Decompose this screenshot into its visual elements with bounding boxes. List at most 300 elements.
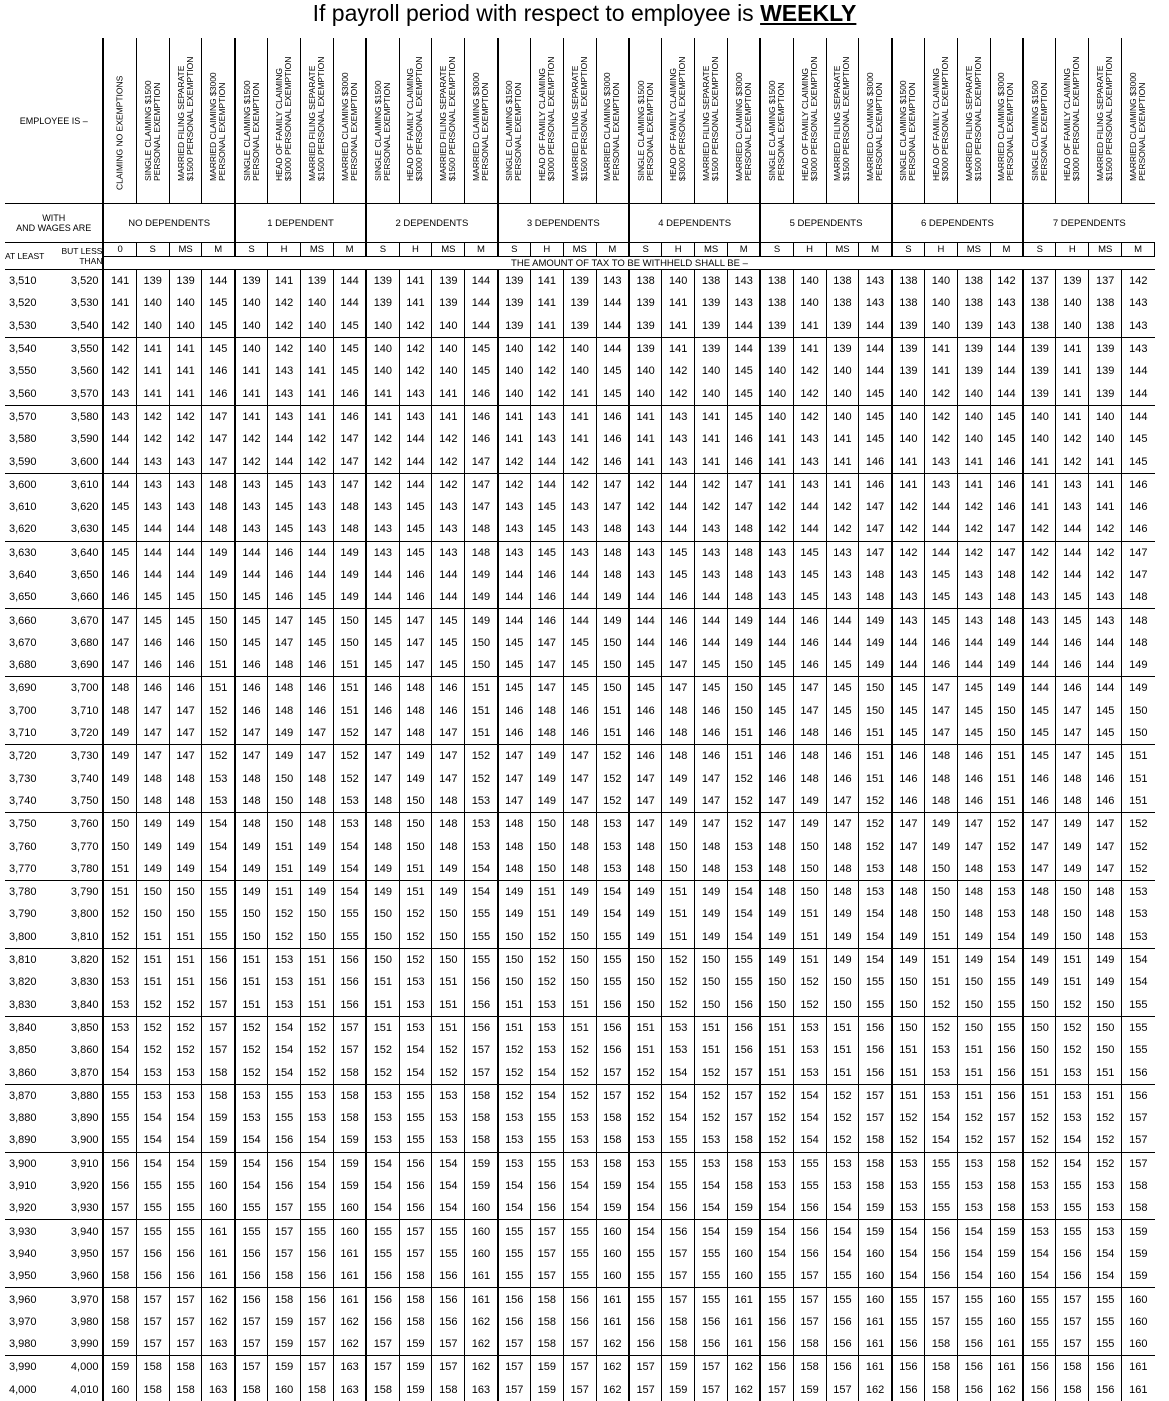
tax-amount: 150	[530, 835, 563, 857]
tax-amount: 150	[892, 971, 925, 993]
column-header	[366, 38, 399, 204]
tax-amount: 150	[826, 994, 859, 1017]
tax-amount: 139	[1056, 270, 1089, 293]
tax-amount: 152	[596, 768, 629, 790]
tax-amount: 156	[530, 1197, 563, 1220]
tax-amount: 152	[530, 971, 563, 993]
tax-amount: 156	[530, 1175, 563, 1197]
tax-amount: 161	[990, 1356, 1023, 1379]
tax-amount: 143	[760, 586, 793, 609]
tax-amount: 151	[563, 1016, 596, 1039]
tax-amount: 151	[235, 994, 268, 1017]
tax-amount: 157	[432, 1356, 465, 1379]
tax-amount: 149	[465, 586, 498, 609]
tax-amount: 154	[498, 1197, 531, 1220]
wage-but-less-than: 3,520	[52, 270, 104, 293]
tax-amount: 158	[1122, 1197, 1155, 1220]
tax-amount: 157	[1056, 1311, 1089, 1333]
tax-amount: 144	[465, 315, 498, 338]
tax-amount: 154	[793, 1107, 826, 1129]
tax-amount: 140	[826, 405, 859, 428]
tax-amount: 150	[957, 994, 990, 1017]
tax-amount: 141	[892, 473, 925, 496]
tax-amount: 158	[169, 1356, 202, 1379]
tax-amount: 147	[136, 700, 169, 722]
tax-amount: 143	[498, 541, 531, 564]
tax-amount: 150	[498, 948, 531, 971]
tax-amount: 161	[202, 1220, 235, 1243]
tax-amount: 155	[465, 926, 498, 949]
tax-amount: 147	[760, 790, 793, 813]
column-header	[399, 38, 432, 204]
tax-amount: 153	[1089, 1175, 1122, 1197]
tax-amount: 149	[1056, 858, 1089, 881]
title-prefix: If payroll period with respect to employee is	[312, 0, 761, 26]
tax-amount: 153	[760, 1175, 793, 1197]
table-row	[5, 948, 1155, 971]
tax-amount: 159	[727, 1220, 760, 1243]
tax-amount: 162	[596, 1356, 629, 1379]
tax-amount: 148	[366, 813, 399, 836]
tax-amount: 155	[399, 1129, 432, 1152]
tax-amount: 152	[169, 994, 202, 1017]
wage-at-least: 3,970	[9, 1315, 37, 1328]
tax-amount: 145	[301, 586, 334, 609]
tax-amount: 155	[103, 1129, 136, 1152]
tax-amount: 153	[399, 994, 432, 1017]
tax-amount: 145	[465, 337, 498, 360]
tax-amount: 139	[136, 270, 169, 293]
tax-amount: 147	[662, 677, 695, 700]
tax-amount: 142	[530, 360, 563, 382]
tax-amount: 155	[596, 948, 629, 971]
wage-but-less-than: 3,670	[52, 609, 104, 632]
tax-amount: 148	[103, 700, 136, 722]
tax-amount: 151	[925, 948, 958, 971]
tax-amount: 142	[268, 292, 301, 314]
tax-amount: 153	[530, 1039, 563, 1061]
tax-amount: 143	[859, 270, 892, 293]
tax-amount: 154	[662, 1061, 695, 1084]
tax-amount: 149	[760, 948, 793, 971]
tax-amount: 148	[957, 881, 990, 904]
tax-amount: 146	[235, 677, 268, 700]
tax-amount: 153	[793, 1016, 826, 1039]
wage-but-less-than: 3,700	[52, 677, 104, 700]
tax-amount: 146	[1056, 654, 1089, 677]
tax-amount: 144	[1089, 654, 1122, 677]
tax-amount: 139	[629, 315, 662, 338]
tax-amount: 158	[530, 1333, 563, 1356]
tax-amount: 157	[202, 994, 235, 1017]
tax-amount: 148	[333, 496, 366, 518]
tax-amount: 138	[1089, 292, 1122, 314]
tax-amount: 150	[399, 813, 432, 836]
tax-amount: 155	[333, 926, 366, 949]
column-header	[432, 38, 465, 204]
table-row	[5, 586, 1155, 609]
tax-amount: 149	[1122, 677, 1155, 700]
wage-but-less-than: 3,800	[70, 908, 99, 921]
tax-amount: 157	[103, 1197, 136, 1220]
tax-amount: 149	[136, 813, 169, 836]
tax-amount: 150	[1089, 994, 1122, 1017]
tax-amount: 152	[103, 903, 136, 925]
tax-amount: 149	[563, 881, 596, 904]
wage-at-least: 3,760	[9, 840, 37, 853]
tax-amount: 151	[333, 700, 366, 722]
tax-amount: 148	[990, 564, 1023, 586]
tax-amount: 139	[366, 270, 399, 293]
column-header-text: SINGLE CLAIMING $1500 PERSONAL EXEMPTION	[372, 80, 392, 181]
tax-amount: 157	[760, 1379, 793, 1401]
table-row	[5, 496, 1155, 518]
tax-amount: 157	[925, 1288, 958, 1311]
tax-amount: 163	[333, 1356, 366, 1379]
at-least-header: AT LEAST	[5, 243, 52, 270]
tax-amount: 143	[103, 405, 136, 428]
tax-amount: 144	[990, 337, 1023, 360]
tax-amount: 150	[103, 835, 136, 857]
tax-amount: 155	[629, 1265, 662, 1288]
tax-amount: 139	[563, 270, 596, 293]
tax-amount: 155	[826, 1265, 859, 1288]
wage-but-less-than: 3,950	[70, 1247, 99, 1260]
tax-amount: 140	[892, 428, 925, 450]
table-row	[5, 1197, 1155, 1220]
wage-but-less-than: 3,690	[70, 659, 99, 672]
column-header	[1089, 38, 1122, 204]
column-header-text: HEAD OF FAMILY CLAIMING $3000 PERSONAL EXEMPTION	[405, 56, 425, 181]
column-header-text: MARRIED CLAIMING $3000 PERSONAL EXEMPTION	[996, 72, 1016, 181]
tax-amount: 148	[892, 903, 925, 925]
tax-amount: 150	[1056, 881, 1089, 904]
tax-amount: 157	[596, 1084, 629, 1107]
dependents-group-header: 4 DEPENDENTS	[629, 204, 760, 243]
tax-amount: 139	[695, 337, 728, 360]
tax-amount: 149	[695, 881, 728, 904]
tax-amount: 146	[793, 609, 826, 632]
tax-amount: 148	[1089, 926, 1122, 949]
tax-amount: 139	[760, 337, 793, 360]
tax-amount: 154	[892, 1265, 925, 1288]
tax-amount: 152	[103, 948, 136, 971]
tax-amount: 144	[859, 315, 892, 338]
status-code: H	[1056, 243, 1089, 257]
tax-amount: 140	[1056, 292, 1089, 314]
tax-amount: 155	[892, 1288, 925, 1311]
tax-amount: 143	[760, 564, 793, 586]
tax-amount: 157	[563, 1333, 596, 1356]
tax-amount: 154	[695, 1175, 728, 1197]
tax-amount: 150	[563, 926, 596, 949]
tax-amount: 154	[662, 1084, 695, 1107]
tax-amount: 142	[1089, 541, 1122, 564]
tax-amount: 155	[957, 1288, 990, 1311]
tax-amount: 157	[235, 1356, 268, 1379]
tax-amount: 155	[629, 1243, 662, 1265]
tax-amount: 145	[990, 405, 1023, 428]
tax-amount: 147	[1023, 813, 1056, 836]
tax-amount: 146	[235, 654, 268, 677]
tax-amount: 152	[760, 1084, 793, 1107]
tax-amount: 144	[957, 632, 990, 654]
dependents-group-header: 1 DEPENDENT	[235, 204, 366, 243]
tax-amount: 151	[760, 1039, 793, 1061]
tax-amount: 145	[235, 586, 268, 609]
tax-amount: 141	[760, 450, 793, 473]
tax-amount: 151	[1089, 1061, 1122, 1084]
table-row	[5, 1356, 1155, 1379]
tax-amount: 143	[366, 541, 399, 564]
tax-amount: 144	[793, 518, 826, 541]
tax-amount: 151	[990, 768, 1023, 790]
tax-amount: 148	[333, 518, 366, 541]
tax-amount: 162	[727, 1356, 760, 1379]
tax-amount: 141	[136, 337, 169, 360]
wage-at-least: 3,840	[5, 1016, 52, 1039]
wage-at-least: 3,950	[9, 1270, 37, 1283]
tax-amount: 150	[399, 835, 432, 857]
tax-amount: 152	[629, 1107, 662, 1129]
tax-amount: 139	[498, 270, 531, 293]
tax-amount: 158	[596, 1152, 629, 1175]
tax-amount: 144	[399, 473, 432, 496]
tax-amount: 148	[859, 586, 892, 609]
tax-amount: 148	[1122, 632, 1155, 654]
tax-amount: 156	[202, 971, 235, 993]
tax-amount: 152	[498, 1061, 531, 1084]
tax-amount: 149	[301, 858, 334, 881]
tax-amount: 159	[465, 1152, 498, 1175]
tax-amount: 154	[268, 1061, 301, 1084]
tax-amount: 149	[629, 881, 662, 904]
wage-but-less-than: 3,590	[70, 433, 99, 446]
tax-amount: 141	[1056, 360, 1089, 382]
tax-amount: 147	[103, 632, 136, 654]
tax-amount: 150	[103, 813, 136, 836]
tax-amount: 147	[563, 768, 596, 790]
tax-amount: 153	[793, 1061, 826, 1084]
dependents-group-header: 6 DEPENDENTS	[892, 204, 1023, 243]
tax-amount: 154	[727, 881, 760, 904]
wage-but-less-than: 3,990	[70, 1338, 99, 1351]
tax-amount: 143	[727, 292, 760, 314]
tax-amount: 148	[596, 564, 629, 586]
tax-amount: 146	[990, 473, 1023, 496]
tax-amount: 142	[563, 450, 596, 473]
tax-amount: 154	[1122, 948, 1155, 971]
tax-amount: 150	[399, 790, 432, 813]
tax-amount: 156	[957, 1333, 990, 1356]
tax-amount: 156	[366, 1288, 399, 1311]
tax-amount: 141	[662, 315, 695, 338]
tax-amount: 153	[268, 994, 301, 1017]
tax-amount: 151	[925, 926, 958, 949]
tax-amount: 154	[760, 1243, 793, 1265]
table-row	[5, 541, 1155, 564]
tax-amount: 146	[333, 382, 366, 405]
tax-amount: 150	[1089, 1016, 1122, 1039]
tax-amount: 146	[169, 654, 202, 677]
tax-amount: 146	[1023, 768, 1056, 790]
tax-amount: 148	[169, 768, 202, 790]
tax-amount: 147	[1122, 564, 1155, 586]
tax-amount: 142	[695, 496, 728, 518]
tax-amount: 153	[333, 790, 366, 813]
tax-amount: 157	[169, 1288, 202, 1311]
tax-amount: 148	[1023, 881, 1056, 904]
tax-amount: 155	[695, 1288, 728, 1311]
tax-amount: 146	[925, 654, 958, 677]
column-header	[498, 38, 531, 204]
tax-amount: 147	[925, 677, 958, 700]
tax-amount: 147	[333, 450, 366, 473]
tax-amount: 146	[1122, 496, 1155, 518]
tax-amount: 140	[498, 382, 531, 405]
tax-amount: 157	[366, 1333, 399, 1356]
tax-amount: 144	[1122, 405, 1155, 428]
status-code: MS	[826, 243, 859, 257]
tax-amount: 156	[892, 1379, 925, 1401]
tax-amount: 148	[760, 881, 793, 904]
tax-amount: 161	[333, 1265, 366, 1288]
tax-amount: 154	[465, 858, 498, 881]
tax-amount: 149	[957, 926, 990, 949]
tax-amount: 151	[793, 903, 826, 925]
tax-amount: 145	[793, 541, 826, 564]
tax-amount: 162	[465, 1356, 498, 1379]
tax-amount: 159	[399, 1379, 432, 1401]
tax-amount: 159	[103, 1333, 136, 1356]
tax-amount: 157	[629, 1356, 662, 1379]
tax-amount: 140	[957, 428, 990, 450]
tax-amount: 142	[793, 360, 826, 382]
tax-amount: 152	[760, 1129, 793, 1152]
tax-amount: 155	[498, 1220, 531, 1243]
tax-amount: 155	[366, 1220, 399, 1243]
tax-amount: 157	[1056, 1288, 1089, 1311]
tax-amount: 144	[662, 496, 695, 518]
tax-amount: 149	[103, 745, 136, 768]
tax-amount: 146	[629, 700, 662, 722]
tax-amount: 150	[432, 926, 465, 949]
wage-at-least: 3,920	[9, 1202, 37, 1215]
tax-amount: 150	[1023, 1039, 1056, 1061]
tax-amount: 142	[629, 473, 662, 496]
column-header-text: SINGLE CLAIMING $1500 PERSONAL EXEMPTION	[635, 80, 655, 181]
tax-amount: 141	[136, 360, 169, 382]
tax-amount: 151	[103, 858, 136, 881]
tax-amount: 152	[1056, 994, 1089, 1017]
tax-amount: 156	[925, 1220, 958, 1243]
tax-amount: 144	[563, 586, 596, 609]
tax-amount: 147	[695, 768, 728, 790]
tax-amount: 155	[990, 971, 1023, 993]
tax-amount: 147	[1122, 541, 1155, 564]
tax-amount: 145	[1056, 586, 1089, 609]
wage-but-less-than: 3,740	[70, 772, 99, 785]
tax-amount: 148	[235, 813, 268, 836]
tax-amount: 156	[399, 1175, 432, 1197]
tax-amount: 148	[530, 700, 563, 722]
tax-amount: 154	[1122, 971, 1155, 993]
tax-amount: 151	[629, 1016, 662, 1039]
tax-amount: 158	[301, 1379, 334, 1401]
tax-amount: 145	[563, 654, 596, 677]
tax-amount: 162	[202, 1288, 235, 1311]
tax-amount: 148	[202, 496, 235, 518]
tax-amount: 150	[301, 903, 334, 925]
tax-amount: 144	[136, 564, 169, 586]
tax-amount: 148	[563, 835, 596, 857]
tax-amount: 156	[202, 948, 235, 971]
tax-amount: 156	[235, 1288, 268, 1311]
tax-amount: 141	[498, 405, 531, 428]
tax-amount: 153	[366, 1084, 399, 1107]
tax-amount: 141	[1089, 496, 1122, 518]
tax-amount: 145	[235, 632, 268, 654]
tax-amount: 143	[695, 541, 728, 564]
tax-amount: 162	[465, 1333, 498, 1356]
tax-amount: 141	[563, 382, 596, 405]
tax-amount: 144	[530, 450, 563, 473]
tax-amount: 145	[1023, 722, 1056, 745]
tax-amount: 145	[727, 405, 760, 428]
tax-amount: 163	[333, 1379, 366, 1401]
tax-amount: 145	[793, 564, 826, 586]
tax-amount: 157	[727, 1061, 760, 1084]
column-header-text: MARRIED CLAIMING $3000 PERSONAL EXEMPTION	[1128, 72, 1148, 181]
tax-amount: 145	[957, 700, 990, 722]
tax-amount: 158	[103, 1265, 136, 1288]
tax-amount: 151	[892, 1061, 925, 1084]
tax-amount: 144	[1056, 541, 1089, 564]
tax-amount: 142	[301, 450, 334, 473]
tax-amount: 144	[859, 360, 892, 382]
wage-but-less-than: 3,900	[70, 1134, 99, 1147]
amount-note: THE AMOUNT OF TAX TO BE WITHHELD SHALL BE –	[103, 257, 1154, 270]
tax-amount: 150	[662, 835, 695, 857]
table-row	[5, 1061, 1155, 1084]
tax-amount: 158	[925, 1379, 958, 1401]
tax-amount: 151	[169, 948, 202, 971]
tax-amount: 149	[826, 903, 859, 925]
tax-amount: 157	[103, 1243, 136, 1265]
tax-amount: 140	[432, 360, 465, 382]
tax-amount: 146	[859, 473, 892, 496]
wage-at-least: 3,770	[9, 862, 37, 875]
tax-amount: 139	[1023, 337, 1056, 360]
wage-but-less-than: 3,580	[52, 405, 104, 428]
tax-amount: 156	[432, 1288, 465, 1311]
tax-amount: 157	[990, 1107, 1023, 1129]
tax-amount: 153	[596, 858, 629, 881]
tax-amount: 152	[1023, 1152, 1056, 1175]
tax-amount: 144	[760, 632, 793, 654]
tax-amount: 158	[662, 1333, 695, 1356]
tax-amount: 152	[925, 994, 958, 1017]
tax-amount: 154	[859, 948, 892, 971]
tax-amount: 161	[1122, 1356, 1155, 1379]
tax-amount: 153	[301, 1107, 334, 1129]
tax-amount: 145	[103, 541, 136, 564]
tax-amount: 156	[892, 1333, 925, 1356]
tax-amount: 152	[1023, 1107, 1056, 1129]
tax-amount: 142	[990, 270, 1023, 293]
tax-amount: 139	[235, 270, 268, 293]
tax-amount: 145	[596, 360, 629, 382]
